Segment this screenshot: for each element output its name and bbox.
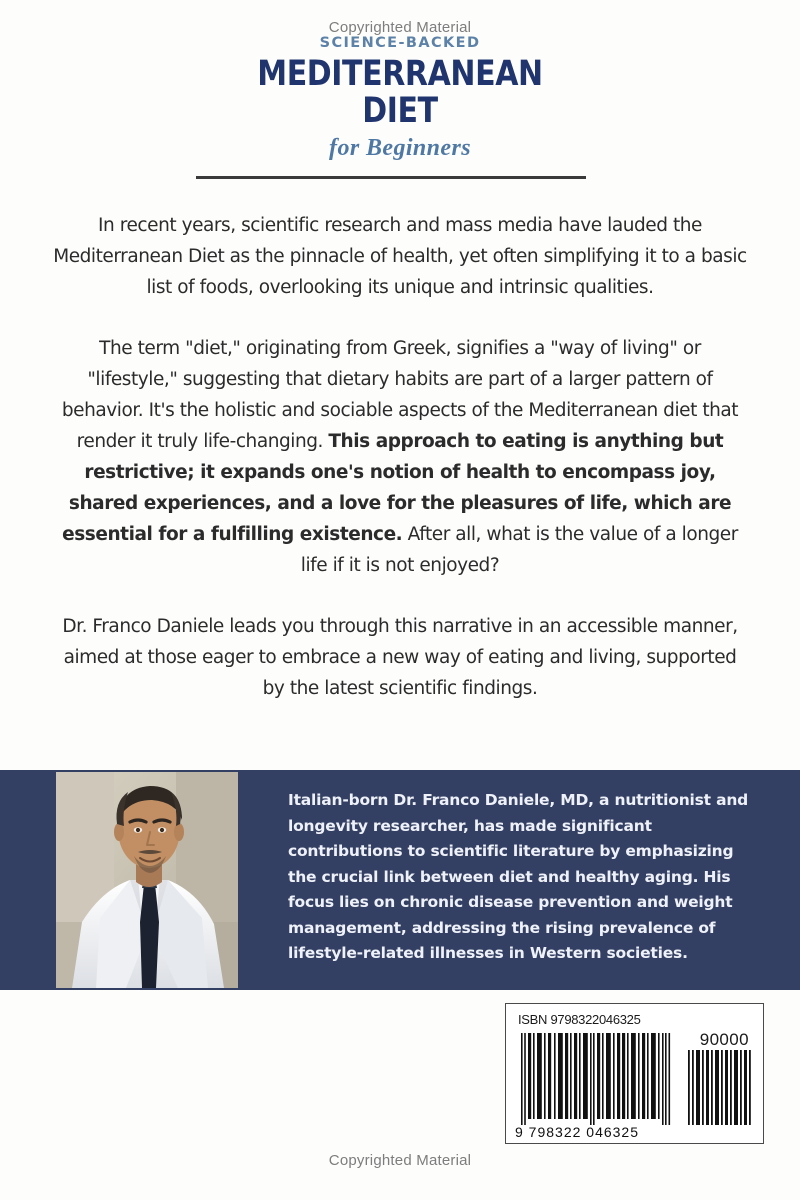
back-cover-blurb [52,210,748,704]
ean5-addon-barcode-icon [688,1050,751,1125]
author-photo [56,772,238,988]
page-title [0,53,800,132]
blurb-paragraph-1: In recent years, scientific research and mass media have lauded the Mediterranean Diet as the pinnacle of health, yet often simplifying it to a basic list of foods, overlooking its unique and intrinsic qualities. [53,215,747,298]
title-line-1: MEDITERRANEAN [257,53,543,95]
blurb-paragraph-3: Dr. Franco Daniele leads you through this narrative in an accessible manner, aimed at those eager to embrace a new way of eating and living, supported by the latest scientific findings. [62,616,738,699]
blurb-paragraph-2-emphasis: This approach to eating is anything but restrictive; it expands one's notion of health to encompass joy, shared experiences, and a love for the pleasures of life, which are essential for a fulfilling existence. [62,431,732,545]
author-bio-paragraph: Italian-born Dr. Franco Daniele, MD, a nutritionist and longevity researcher, has made significant contributions to scientific literature by emphasizing the crucial link between diet and healthy aging. His focus lies on chronic disease prevention and weight management, addressing the rising prevalence of lifestyle-related illnesses in Western societies. [288,791,749,962]
isbn-number-label: ISBN 9798322046325 [518,1012,641,1027]
blurb-paragraph-2-lead: The term "diet," originating from Greek, signifies a "way of living" or "lifestyle," suggesting that dietary habits are part of a larger pattern of behavior. It's the holistic and sociable aspects of the Mediterranean diet that render it truly life-changing. [61,338,739,452]
copyright-watermark-top: Copyrighted Material [328,19,472,36]
author-bio-text [288,788,758,967]
author-portrait-illustration [56,772,238,988]
title-line-2: DIET [362,91,438,132]
price-code-label: 90000 [699,1030,749,1049]
title-subtitle: for Beginners [329,134,471,161]
title-kicker: SCIENCE-BACKED [319,35,481,51]
copyright-watermark-bottom: Copyrighted Material [328,1152,472,1169]
horizontal-divider [196,176,586,179]
ean13-barcode-icon [521,1033,671,1125]
barcode-digit-row: 9 798322 046325 [515,1124,639,1140]
blurb-paragraph-2 [52,333,748,581]
blurb-paragraph-2-tail: After all, what is the value of a longer life if it is not enjoyed? [300,524,738,576]
cover-title-block [0,36,800,162]
isbn-barcode-box [505,1003,764,1144]
